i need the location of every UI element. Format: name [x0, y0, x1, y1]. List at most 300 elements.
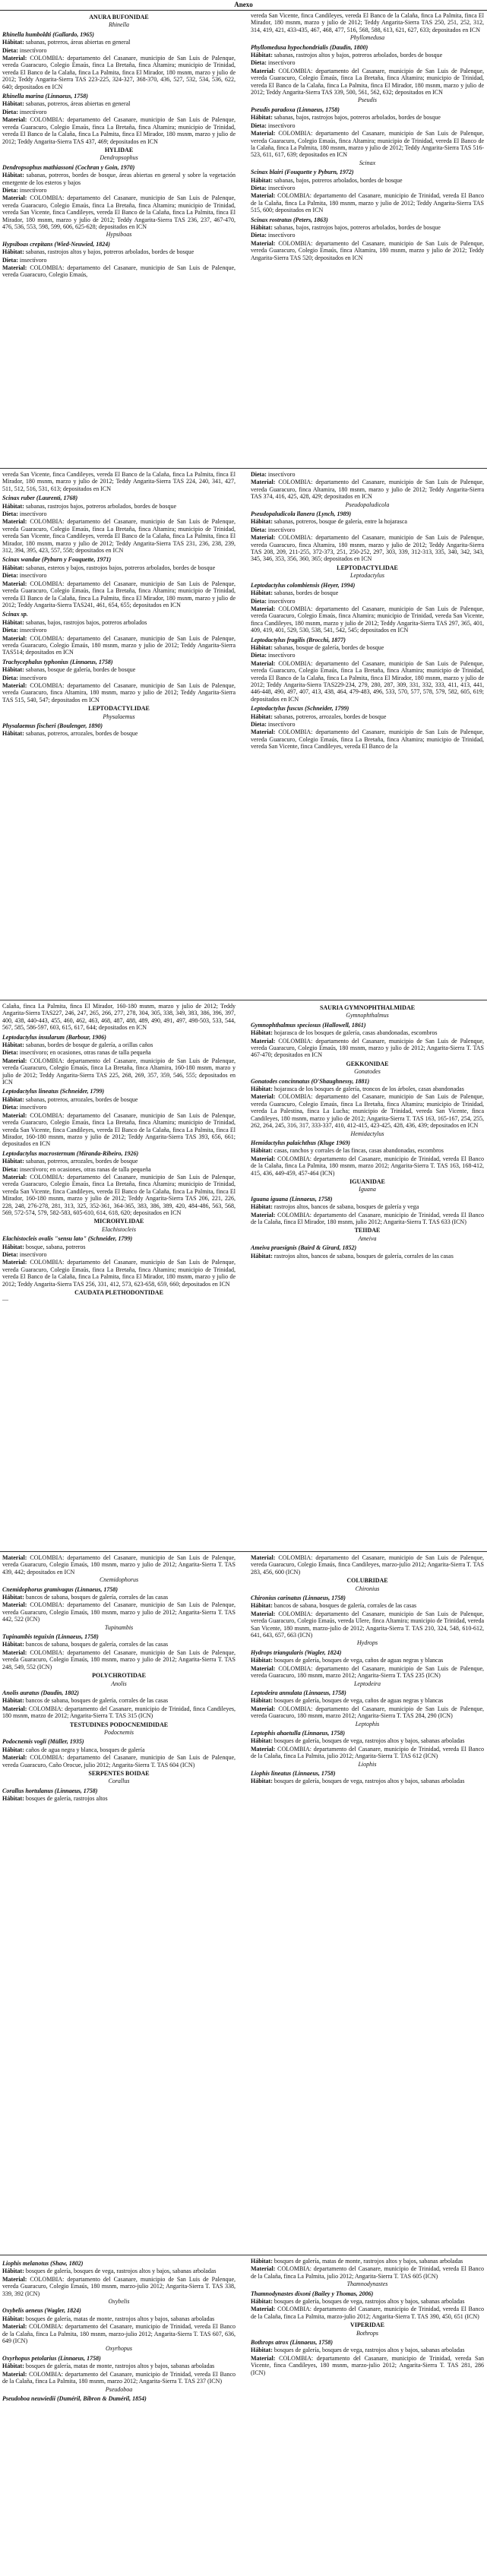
field-label: Hábitat:: [251, 2347, 273, 2354]
species-name: Oxyrhopus petolarius (Linnaeus, 1758): [2, 2354, 101, 2362]
field-value: sabanas, potreros, bosque de galería, entre la hojarasca: [272, 518, 407, 526]
species-record: [251, 2265, 484, 2280]
species-name: Scinax ruber (Laurenti, 1768): [2, 495, 78, 502]
species-record: [2, 47, 236, 54]
field-label: Material:: [2, 2323, 27, 2331]
species-record: [251, 652, 484, 659]
field-value: COLOMBIA: departamento del Casanare, municipio de San Luis de Palenque, vereda Guaracuro, Colegio Emaús,: [2, 264, 236, 279]
species-record: [251, 114, 484, 121]
field-value: COLOMBIA: departamento del Casanare, municipio de San Luis de Palenque, vereda Guaracuro, Colegio Emaús, 180 msnm, marzo-julio 2012; Angarita-Sierra T. TAS 338, 339, 392 (ICN): [2, 2275, 236, 2297]
field-value: COLOMBIA: departamento del Casanare, municipio de Trinidad, vereda El Banco de la Calaña, finca La Palmita, marzo-julio 2012; Angarita-Sierra T. TAS 390, 450, 651 (ICN): [251, 2306, 484, 2320]
field-value: COLOMBIA: departamento del Casanare, municipio de San Luis de Palenque, vereda Guaracuro, Colegio Emaús, finca La Bretaña, finca Altamira; municipio de Trinidad, vereda San Vicente, finca Candileyes, vereda El Banco de la: [251, 729, 484, 751]
field-label: Hábitat:: [251, 589, 273, 597]
field-value: COLOMBIA: departamento del Casanare, municipio de San Luis de Palenque, vereda Guaracuro, finca Altamira, 180 msnm, marzo y julio de 2012; Teddy Angarita-Sierra TAS 208, 209, 211-255, 372-373, 251, 250-252, 297, 303, 339, 312-313, 335, 340, 342, 343, 345, 346, 353, 356, 360, 365; depositados en ICN: [251, 534, 484, 563]
genus-heading: Oxybelis: [108, 2298, 130, 2306]
field-value: COLOMBIA: departamento del Casanare, municipio de San Luis de Palenque, vereda Guaracuro, 180 msnm, marzo 2012; Angarita-Sierra T. TAS 284, 290 (ICN): [251, 1705, 484, 1720]
field-value: COLOMBIA: departamento del Casanare, municipio de Trinidad, vereda El Banco de la Calaña, finca La Palmita, julio 2012; Angarita-Sierra T. TAS 605 (ICN): [251, 2265, 484, 2280]
species-name: Corallus hortulanus (Linnaeus, 1758): [2, 1787, 98, 1794]
species-record: [251, 232, 484, 239]
field-label: Material:: [2, 1705, 27, 1712]
species-record: [2, 1296, 236, 1303]
field-label: Material:: [251, 659, 276, 667]
field-label: Hábitat:: [2, 1158, 24, 1165]
field-value: insectívoro: [17, 256, 47, 264]
species-record: [251, 2306, 484, 2320]
species-record: [2, 1166, 236, 1173]
field-label: Dieta:: [2, 108, 18, 115]
field-value: COLOMBIA: departamento del Casanare, municipio de San Luis de Palenque, vereda Guaracuro, Colegio Emaús, 180 msnm, marzo y julio de 2012; Angarita-Sierra T. TAS 467-470; depositados en ICN: [251, 1037, 484, 1059]
field-value: insectívoro: [266, 721, 296, 728]
field-label: Hábitat:: [251, 1737, 273, 1745]
field-value: COLOMBIA: departamento del Casanare, municipio de Trinidad, finca Candileyes, 180 msnm, marzo de 2012; Angarita-Sierra T. TAS 315 (ICN): [2, 1705, 236, 1720]
species-record: [251, 1212, 484, 1226]
species-record: [251, 534, 484, 563]
species-record: [251, 1778, 484, 1784]
genus-heading: Thamnodynastes: [346, 2280, 388, 2288]
species-record: [2, 675, 236, 681]
species-record: [251, 605, 484, 634]
field-label: Hábitat:: [2, 564, 24, 571]
field-value: sabanas, potreros, arrozales, bordes de bosque: [272, 713, 387, 720]
species-name: Cnemidophorus gramivagus (Linnaeus, 1758): [2, 1585, 119, 1593]
field-label: Material:: [251, 1664, 276, 1672]
field-value: sabanas, bajos, rastrojos bajos, potreros arbolados, bordes de bosque: [272, 223, 441, 231]
field-label: Hábitat:: [2, 1697, 24, 1705]
field-label: Hábitat:: [251, 1203, 273, 1211]
field-label: Material:: [251, 67, 276, 74]
species-record: [2, 116, 236, 145]
field-label: Dieta:: [251, 652, 267, 659]
field-label: Material:: [251, 2265, 276, 2273]
field-label: Hábitat:: [2, 2363, 24, 2370]
species-record: [2, 1697, 236, 1704]
species-record: [251, 1705, 484, 1720]
field-value: COLOMBIA: departamento del Casanare, municipio de San Luis de Palenque, vereda Guaracuro, Colegio Emaús, finca La Bretaña, finca Altamira; municipio de Trinidad, vereda El Banco de la Calaña, finca La Palmita, finca El Mirador, 180 msnm, marzo y julio de 2012; Teddy Angarita-Sierra TAS 339, 500, 561, 562, 632; depositados en ICN: [251, 67, 484, 96]
species-record: [2, 1057, 236, 1086]
page-block-1: [0, 12, 487, 466]
field-value: COLOMBIA: departamento del Casanare, municipio de San Luis de Palenque, vereda Guaracuro, Caño Orocue, julio 2012; Angarita-Sierra T. TAS 604 (ICN): [2, 1754, 236, 1768]
species-record: [251, 1665, 484, 1680]
genus-heading: Hypsiboas: [106, 231, 132, 239]
species-record: [2, 1641, 236, 1648]
species-record: [2, 100, 236, 107]
field-label: Material:: [251, 729, 276, 736]
field-value: COLOMBIA: departamento del Casanare, municipio de Trinidad, vereda San Vicente, finca Candileyes, 180 msnm, marzo-julio 2012; Angarita-Sierra T. TAS 281, 286 (ICN): [251, 2354, 484, 2376]
field-value: sabanas, rastrojos bajos, potreros arbolados, bordes de bosque: [24, 502, 177, 510]
genus-heading: Elachistocleis: [102, 1225, 136, 1233]
species-record: [251, 660, 484, 703]
field-label: Material:: [251, 1093, 276, 1101]
field-label: Dieta:: [2, 256, 18, 264]
field-label: Dieta:: [2, 1165, 18, 1173]
species-record: [2, 1594, 236, 1601]
field-label: Dieta:: [2, 1251, 18, 1258]
genus-heading: Corallus: [108, 1778, 130, 1785]
species-record: [251, 59, 484, 66]
field-label: Hábitat:: [251, 52, 273, 59]
field-label: Material:: [2, 634, 27, 642]
genus-heading: Cnemidophorus: [99, 1576, 139, 1584]
field-label: Dieta:: [2, 674, 18, 681]
field-label: Hábitat:: [251, 2258, 273, 2265]
species-name: Pseudis paradoxa (Linnaeus, 1758): [251, 106, 340, 113]
species-name: Scinax wandae (Pyburn y Fouquette, 1971): [2, 556, 112, 564]
field-label: Hábitat:: [2, 502, 24, 510]
field-label: Material:: [251, 1610, 276, 1617]
field-label: Material:: [251, 1554, 276, 1561]
field-value: bancos de sabana, bosques de galería, corrales de las casas: [24, 1594, 169, 1601]
field-label: Hábitat:: [2, 248, 24, 256]
field-label: Material:: [2, 681, 27, 689]
left-column: [2, 12, 236, 280]
genus-heading: Dendropsophus: [100, 154, 138, 162]
species-record: [251, 589, 484, 596]
field-label: Hábitat:: [251, 1697, 273, 1705]
field-value: bancos de sabana, bosques de galería, corrales de las casas: [24, 1641, 169, 1648]
field-label: Dieta:: [251, 471, 267, 478]
field-value: insectívoro: [266, 597, 296, 605]
field-value: COLOMBIA: departamento del Casanare, municipio de San Luis de Palenque, vereda Guaracuro, Colegio Emaús, 180 msnm, marzo y julio de 2012; Angarita-Sierra T. TAS 439, 442; depositados en ICN: [2, 1554, 236, 1576]
genus-heading: Bothrops: [356, 2329, 379, 2337]
field-label: Dieta:: [2, 186, 18, 194]
species-name: Tupinambis teguixin (Linnaeus, 1758): [2, 1633, 99, 1641]
family-heading: HYLIDAE: [104, 146, 134, 153]
genus-heading: Pseudopaludicola: [345, 501, 390, 508]
species-name: Scinax rostratus (Peters, 1863): [251, 216, 328, 223]
species-name: Pseudopaludicola llanera (Lynch, 1989): [251, 510, 352, 518]
field-value: insectívoro: [266, 526, 296, 533]
field-label: Hábitat:: [2, 1746, 24, 1753]
field-label: Hábitat:: [251, 518, 273, 526]
field-value: insectívoro: [266, 184, 296, 191]
field-value: insectívoro: [17, 1104, 47, 1111]
genus-heading: Liophis: [358, 1760, 377, 1768]
field-label: Dieta:: [251, 597, 267, 605]
species-name: Thamnodynastes dixoni (Bailey y Thomas, 2006): [251, 2290, 374, 2297]
species-record: [251, 1657, 484, 1664]
field-value: COLOMBIA: departamento del Casanare, municipio de Trinidad, vereda El Banco de la Calaña, finca El Mirador, 180 msnm, julio 2012; Angarita-Sierra T. TAS 633 (ICN): [251, 1211, 484, 1225]
species-record: [2, 1259, 236, 1288]
species-record: [251, 1147, 484, 1154]
species-record: [2, 39, 236, 46]
species-record: [2, 187, 236, 194]
species-record: [2, 2371, 236, 2385]
species-name: Leptodactylus fuscus (Schneider, 1799): [251, 705, 349, 713]
species-name: Hemidactylus palaichthus (Kluge 1969): [251, 1139, 350, 1146]
field-value: vereda San Vicente, finca Candileyes, vereda El Banco de la Calaña, finca La Palmita, finca El Mirador, 180 msnm, marzo y julio de 2012; Teddy Angarita-Sierra TAS 224, 240, 341, 427, 511, 512, 516, 531, 613; depositados en ICN: [2, 471, 236, 492]
page-separator: [0, 1551, 487, 1552]
field-value: bosques de galería, matas de monte, rastrojos altos y bajos, sabanas arboladas: [24, 2363, 215, 2370]
species-record: [251, 1602, 484, 1609]
species-record: [2, 564, 236, 571]
field-value: COLOMBIA: departamento del Casanare, municipio de San Luis de Palenque, vereda Guaracuro, Colegio Emaús, finca Altamira; municipio de Trinidad, vereda El Banco de la Calaña, finca La Palmita, 180 msnm, marzo y julio de 2012; Teddy Angarita-Sierra TAS 516-523, 611, 617, 639; depositados en ICN: [251, 130, 484, 159]
field-label: Hábitat:: [2, 39, 24, 46]
species-record: [251, 68, 484, 96]
field-label: Dieta:: [2, 46, 18, 54]
field-value: COLOMBIA: departamento del Casanare, municipio de San Luis de Palenque, vereda Guaracuro, Colegio Emaús, finca La Bretaña, finca Altamira; municipio de Trinidad, vereda San Vicente, finca Candileyes, vereda El Banco de la Calaña, finca La Palmita, finca El Mirador, 160-180 msnm, marzo y julio de 2012; Teddy Angarita-Sierra TAS 206, 221, 226, 228, 248, 276-278, 281, 313, 325, 352-361, 364-365, 383, 386, 389, 420, 484-486, 563, 568, 569, 572-574, 579, 582-583, 605-610, 614, 618, 620; depositados en ICN: [2, 1173, 236, 1216]
genus-heading: Phyllomedusa: [349, 34, 385, 42]
field-label: Hábitat:: [2, 666, 24, 674]
species-record: [2, 580, 236, 609]
species-record: [251, 224, 484, 231]
species-record: [2, 1746, 236, 1753]
genus-heading: Iguana: [359, 1186, 376, 1193]
species-record: [2, 2363, 236, 2369]
field-value: bosques de galería, matas de monte, rastrojos altos y bajos, sabanas arboladas: [272, 2258, 463, 2265]
field-value: insectívoro: [266, 59, 296, 67]
right-column: [251, 471, 484, 751]
field-label: Material:: [2, 1259, 27, 1266]
page-header: Anexo: [0, 0, 487, 11]
field-label: Hábitat:: [251, 223, 273, 231]
species-record: [2, 518, 236, 554]
field-label: Hábitat:: [251, 1657, 273, 1664]
species-record: [2, 503, 236, 510]
field-value: bosques de galería, bosques de vega, rastrojos altos y bajos, sabanas arboladas: [272, 2347, 465, 2354]
field-value: COLOMBIA: departamento del Casanare, municipio de San Luis de Palenque, vereda Guaracuro, Colegio Emaús, finca La Bretaña, finca Altamira; municipio de Trinidad, vereda El Banco de la Calaña, finca La Palmita, finca El Mirador, 180 msnm, marzo y julio de 2012; Teddy Angarita-Sierra TAS 223-225, 324-327, 368-370, 436, 527, 532, 534, 536, 622, 640; depositados en ICN: [2, 55, 236, 90]
species-name: Liophis lineatus (Linnaeus, 1758): [251, 1769, 336, 1777]
field-label: Material:: [2, 264, 27, 271]
species-record: [251, 1155, 484, 1177]
field-label: Hábitat:: [251, 713, 273, 720]
species-record: [251, 1086, 484, 1092]
right-column: [251, 2258, 484, 2377]
species-record: [251, 1746, 484, 1760]
species-record: [251, 1029, 484, 1036]
family-heading: CAUDATA PLETHODONTIDAE: [74, 1289, 163, 1297]
field-value: —: [2, 1296, 8, 1304]
species-record: [251, 479, 484, 500]
species-record: [2, 627, 236, 634]
family-heading: IGUANIDAE: [349, 1177, 385, 1185]
field-label: Hábitat:: [2, 2315, 24, 2322]
family-heading: VIPERIDAE: [350, 2322, 384, 2329]
field-label: Material:: [251, 130, 276, 137]
page-block-2: [0, 471, 487, 998]
species-record: [2, 619, 236, 626]
field-label: Material:: [2, 1173, 27, 1181]
field-label: Hábitat:: [2, 1095, 24, 1103]
family-heading: COLUBRIDAE: [346, 1577, 388, 1585]
species-name: Elachistocleis ovalis "sensu lato" (Schneider, 1799): [2, 1235, 133, 1243]
species-record: [2, 1049, 236, 1056]
field-value: insectívoro: [17, 627, 47, 634]
species-record: [2, 1554, 236, 1576]
species-name: Liophis melanotus (Shaw, 1802): [2, 2260, 84, 2267]
field-value: sabanas, potreros, arrozales, bordes de bosque: [24, 730, 138, 738]
field-label: Hábitat:: [251, 1029, 273, 1037]
species-record: [2, 2323, 236, 2344]
family-heading: SAURIA GYMNOPHTHALMIDAE: [319, 1004, 416, 1011]
field-value: COLOMBIA: departamento del Casanare, municipio de San Luis de Palenque, vereda Guaracuro, Colegio Emaús, finca Altamira, 180 msnm, marzo y julio de 2012; Teddy Angarita-Sierra TAS 520; depositados en ICN: [251, 239, 484, 261]
species-record: [2, 1754, 236, 1768]
field-label: Material:: [251, 1211, 276, 1218]
species-record: [251, 729, 484, 750]
field-value: insectívoro: [17, 510, 47, 518]
field-value: COLOMBIA: departamento del Casanare, municipio de San Luis de Palenque, vereda Guaracuro, Colegio Emaús, 180 msnm, marzo y julio de 2012; Angarita-Sierra T. TAS 248, 549, 552 (ICN): [2, 1648, 236, 1670]
species-record: [2, 635, 236, 656]
field-label: Material:: [251, 1155, 276, 1162]
species-name: Anolis auratus (Daudin, 1802): [2, 1689, 79, 1696]
species-name: Phyllomedusa hypochondrialis (Daudin, 1800): [251, 43, 368, 51]
species-record: [251, 1610, 484, 1639]
field-label: Dieta:: [2, 627, 18, 634]
field-value: insectívoro: [17, 572, 47, 580]
field-value: COLOMBIA: departamento del Casanare, municipio de San Luis de Palenque, vereda Guaracuro, Colegio Emaús, vereda Ulere, finca Altamira; municipio de Trinidad, vereda San Vicente, 180 msnm, marzo-julio de 2012; Angarita-Sierra T. TAS 210, 324, 548, 610-612, 641, 643, 657, 663 (ICN): [251, 1610, 484, 1639]
field-label: Material:: [251, 192, 276, 200]
species-record: [251, 2355, 484, 2376]
species-record: [251, 598, 484, 605]
species-record: [251, 2298, 484, 2305]
family-heading: LEPTODACTYLIDAE: [337, 564, 398, 571]
field-label: Dieta:: [2, 572, 18, 580]
field-label: Hábitat:: [251, 1778, 273, 1785]
field-label: Hábitat:: [2, 730, 24, 738]
species-record: [2, 1244, 236, 1250]
species-record: [2, 248, 236, 255]
species-name: Gymnophthalmus speciosus (Hallowell, 1861): [251, 1021, 366, 1029]
page-separator: [0, 468, 487, 469]
species-name: Leptodactylus fragilis (Brocchi, 1877): [251, 636, 346, 643]
genus-heading: Scinax: [359, 159, 376, 166]
field-value: sabanas, potreros, áreas abiertas en general: [24, 39, 131, 46]
field-value: insectívoro: [17, 46, 47, 54]
field-value: insectívoro; en ocasiones, otras ranas de talla pequeña: [17, 1049, 151, 1057]
genus-heading: Hydrops: [356, 1639, 378, 1647]
page-block-4: [0, 1554, 487, 2253]
species-record: [2, 730, 236, 737]
species-record: [251, 1737, 484, 1744]
species-record: [251, 471, 484, 478]
species-record: [251, 52, 484, 58]
field-label: Material:: [251, 2306, 276, 2313]
field-value: COLOMBIA: departamento del Casanare, municipio de Trinidad, vereda El Banco de la Calaña, finca La Palmita, 180 msnm, marzo-julio 2012; Angarita-Sierra T. TAS 607, 636, 649 (ICN): [2, 2323, 236, 2345]
species-record: [251, 1697, 484, 1704]
left-column: [2, 471, 236, 738]
field-value: COLOMBIA: departamento del Casanare, municipio de San Luis de Palenque, vereda Guaracuro, Colegio Emaús, finca La Bretaña, finca Altamira, 160-180 msnm, marzo y julio de 2012; Teddy Angarita-Sierra TAS 225, 268, 269, 357, 359, 546, 555; depositados en ICN: [2, 1057, 236, 1086]
species-record: [251, 721, 484, 728]
field-value: sabanas, potreros, arrozales, bordes de bosque: [24, 1158, 138, 1165]
species-name: Leptophis ahaetulla (Linnaeus, 1758): [251, 1729, 346, 1737]
species-name: Scinax sp.: [2, 611, 28, 618]
field-value: COLOMBIA: departamento del Casanare, municipio de San Luis de Palenque, vereda Guaracuro, Colegio Emaús, finca Altamira; municipio de Trinidad, vereda San Vicente, finca Candileyes, 180 msnm, marzo y julio de 2012; Teddy Angarita-Sierra TAS 297, 365, 401, 409, 419, 401, 529, 530, 538, 541, 542, 545; depositados en ICN: [251, 605, 484, 634]
species-record: [2, 172, 236, 186]
field-label: Material:: [251, 534, 276, 542]
family-heading: LEPTODACTYLIDAE: [88, 705, 150, 713]
field-value: insectívoro: [266, 652, 296, 659]
field-value: COLOMBIA: departamento del Casanare, municipio de San Luis de Palenque, vereda Guaracuro, Colegio Emaús, finca Candileyes, marzo-julio 2012; Angarita-Sierra T. TAS 283, 456, 600 (ICN): [251, 1554, 484, 1576]
field-label: Dieta:: [251, 721, 267, 728]
field-value: vereda San Vicente, finca Candileyes, vereda El Banco de la Calaña, finca La Palmita, finca El Mirador, 180 msnm, marzo y julio de 2012; Teddy Angarita-Sierra TAS 250, 251, 252, 312, 314, 419, 421, 433-435, 467, 468, 477, 516, 568, 588, 613, 621, 627, 633; depositados en ICN: [251, 12, 484, 33]
field-value: insectívoro: [266, 232, 296, 239]
field-label: Material:: [2, 2370, 27, 2378]
field-value: bosques de galería, matas de monte, rastrojos altos y bajos, sabanas arboladas: [24, 2315, 215, 2322]
field-value: COLOMBIA: departamento del Casanare, municipio de San Luis de Palenque, vereda Guaracuro, Colegio Emaús, finca La Bretaña, finca Altamira; municipio de Trinidad, vereda El Banco de la Calaña, finca La Palmita, finca El Mirador, 180 msnm, marzo y julio de 2012; Teddy Angarita-Sierra TAS 437, 469; depositados en ICN: [2, 116, 236, 145]
field-label: Material:: [2, 1111, 27, 1119]
field-value: bancos de sabana, bosques de galería, corrales de las casas: [272, 1602, 417, 1610]
field-value: bosques de galería, bosques de vega, rastrojos altos y bajos, sabanas arboladas: [272, 2298, 465, 2306]
species-name: Chironius carinatus (Linnaeus, 1758): [251, 1595, 346, 1602]
field-value: COLOMBIA: departamento del Casanare, municipio de San Luis de Palenque, vereda Guaracuro, Colegio Emaús, finca La Bretaña, finca Altamira; municipio de Trinidad, vereda El Banco de la Calaña, finca La Palmita, finca El Mirador, 180 msnm, marzo y julio de 2012; Teddy Angarita-Sierra TAS 256, 331, 412, 573, 623-658, 659, 660; depositados en ICN: [2, 1259, 236, 1288]
field-value: COLOMBIA: departamento del Casanare, municipio de San Luis de Palenque, vereda Guaracuro, Colegio Emaús, finca La Bretaña, finca Altamira; municipio de Trinidad, vereda San Vicente, finca Candileyes, vereda El Banco de la Calaña, finca La Palmita, finca El Mirador, 180 msnm, marzo y julio de 2012; Teddy Angarita-Sierra TAS 231, 236, 238, 239, 312, 394, 395, 423, 557, 558; depositados en ICN: [2, 518, 236, 555]
field-label: Material:: [2, 1648, 27, 1656]
species-record: [2, 1601, 236, 1623]
species-record: [2, 471, 236, 492]
left-column: [2, 1003, 236, 1304]
right-column: [251, 1003, 484, 1260]
field-label: Hábitat:: [2, 1243, 24, 1250]
field-label: Hábitat:: [2, 172, 24, 179]
field-label: Hábitat:: [2, 2268, 24, 2275]
field-label: Material:: [251, 1037, 276, 1045]
page-block-5: [0, 2258, 487, 2573]
species-record: [2, 2315, 236, 2322]
species-record: [2, 1174, 236, 1216]
field-value: COLOMBIA: departamento del Casanare, municipio de San Luis de Palenque, vereda Guaracuro, Colegio Emaús, 180 msnm, marzo y julio de 2012; Teddy Angarita-Sierra TAS514; depositados en ICN: [2, 634, 236, 656]
genus-heading: Rhinella: [108, 21, 130, 29]
field-value: COLOMBIA: departamento del Casanare, municipio de San Luis de Palenque, vereda Guaracuro, finca Altamira, 180 msnm, marzo y julio de 2012; Teddy Angarita-Sierra TAS 515, 540, 547; depositados en ICN: [2, 681, 236, 703]
genus-heading: Podocnemis: [103, 1728, 134, 1736]
field-value: caños de agua negra y blanca, bosques de galería: [24, 1746, 145, 1753]
field-value: sabanas, potreros, bordes de bosque, áreas abiertas en general y sobre la vegetación emergente de los esteros y bajos: [2, 172, 236, 186]
field-value: COLOMBIA: departamento del Casanare, municipio de San Luis de Palenque, vereda Guaracuro, Colegio Emaús, finca La Bretaña, finca Altamira; municipio de Trinidad, vereda El Banco de la Calaña, finca La Palmita, finca El Mirador, 180 msnm, marzo y julio de 2012; Teddy Angarita-Sierra TAS229-234, 279, 280, 287, 309, 331, 332, 333, 411, 413, 441, 446-448, 490, 497, 407, 413, 438, 464, 479-483, 496, 533, 570, 577, 578, 579, 582, 605, 619; depositados en ICN: [251, 659, 484, 703]
field-label: Hábitat:: [251, 1086, 273, 1093]
field-value: insectívoro: [17, 186, 47, 194]
field-value: rastrojos altos, bancos de sabana, bosques de galería y vega: [272, 1203, 419, 1211]
field-label: Dieta:: [2, 1104, 18, 1111]
species-record: [2, 1041, 236, 1048]
species-record: [251, 1038, 484, 1059]
field-label: Hábitat:: [2, 100, 24, 108]
species-record: [2, 109, 236, 115]
field-value: insectívoro; en ocasiones, otras ranas de talla pequeña: [17, 1165, 151, 1173]
field-value: hojarasca de los bosques de galería, casas abandonadas, escombros: [272, 1029, 438, 1037]
species-record: [251, 1093, 484, 1129]
field-value: sabanas, bajos, rastrojos bajos, potreros arbolados, bordes de bosque: [272, 114, 441, 122]
field-label: Hábitat:: [2, 1641, 24, 1648]
field-value: sabanas, bajos, rastrojos bajos, potreros arbolados: [24, 618, 147, 626]
field-label: Material:: [251, 239, 276, 247]
species-name: Trachycephalus typhonius (Linnaeus, 1758): [2, 658, 113, 665]
species-name: Dendropsophus mathiassoni (Cochran y Goin, 1970): [2, 163, 135, 171]
field-value: bosques de galería, bosques de vega, caños de aguas negras y blancas: [272, 1697, 444, 1705]
field-value: COLOMBIA: departamento del Casanare, municipio de Trinidad, vereda El Banco de la Calaña, finca La Palmita, 180 msnm, marzo 2012; Angarita-Sierra T. TAS 237 (ICN): [2, 2370, 236, 2385]
field-value: bosques de galería, bosques de vega, rastrojos altos y bajos, sabanas arboladas: [272, 1737, 465, 1745]
field-value: sabanas, bosque de galería, bordes de bosque: [24, 666, 136, 674]
species-record: [2, 257, 236, 264]
species-record: [251, 2258, 484, 2265]
genus-heading: Pseudis: [358, 96, 377, 104]
field-label: Material:: [2, 2275, 27, 2283]
field-label: Hábitat:: [251, 114, 273, 122]
species-record: [251, 713, 484, 720]
genus-heading: Leptodeira: [353, 1680, 381, 1687]
field-label: Material:: [2, 194, 27, 202]
left-column: [2, 2258, 236, 2403]
species-name: Leptodactylus lineatus (Schneider, 1799): [2, 1088, 105, 1095]
field-label: Dieta:: [251, 122, 267, 129]
field-label: Material:: [251, 2354, 276, 2362]
species-record: [2, 264, 236, 279]
species-record: [2, 1104, 236, 1111]
field-value: sabanas, bajos, potreros arbolados, bordes de bosque: [272, 176, 403, 184]
field-value: COLOMBIA: departamento del Casanare, municipio de San Luis de Palenque, vereda Guaracuro, Colegio Emaús, finca La Bretaña, finca Altamira; municipio de Trinidad, vereda San Vicente, finca Candileyes, vereda El Banco de la Calaña, finca La Palmita, finca El Mirador, 160-180 msnm, marzo y julio de 2012; Teddy Angarita-Sierra TAS 393, 656, 661; depositados en ICN: [2, 1111, 236, 1148]
field-value: insectívoro: [17, 1251, 47, 1258]
field-label: Material:: [2, 518, 27, 526]
field-value: bosques de galería, bosques de vega, caños de aguas negras y blancas: [272, 1657, 444, 1664]
species-record: [2, 510, 236, 517]
species-record: [2, 2268, 236, 2274]
